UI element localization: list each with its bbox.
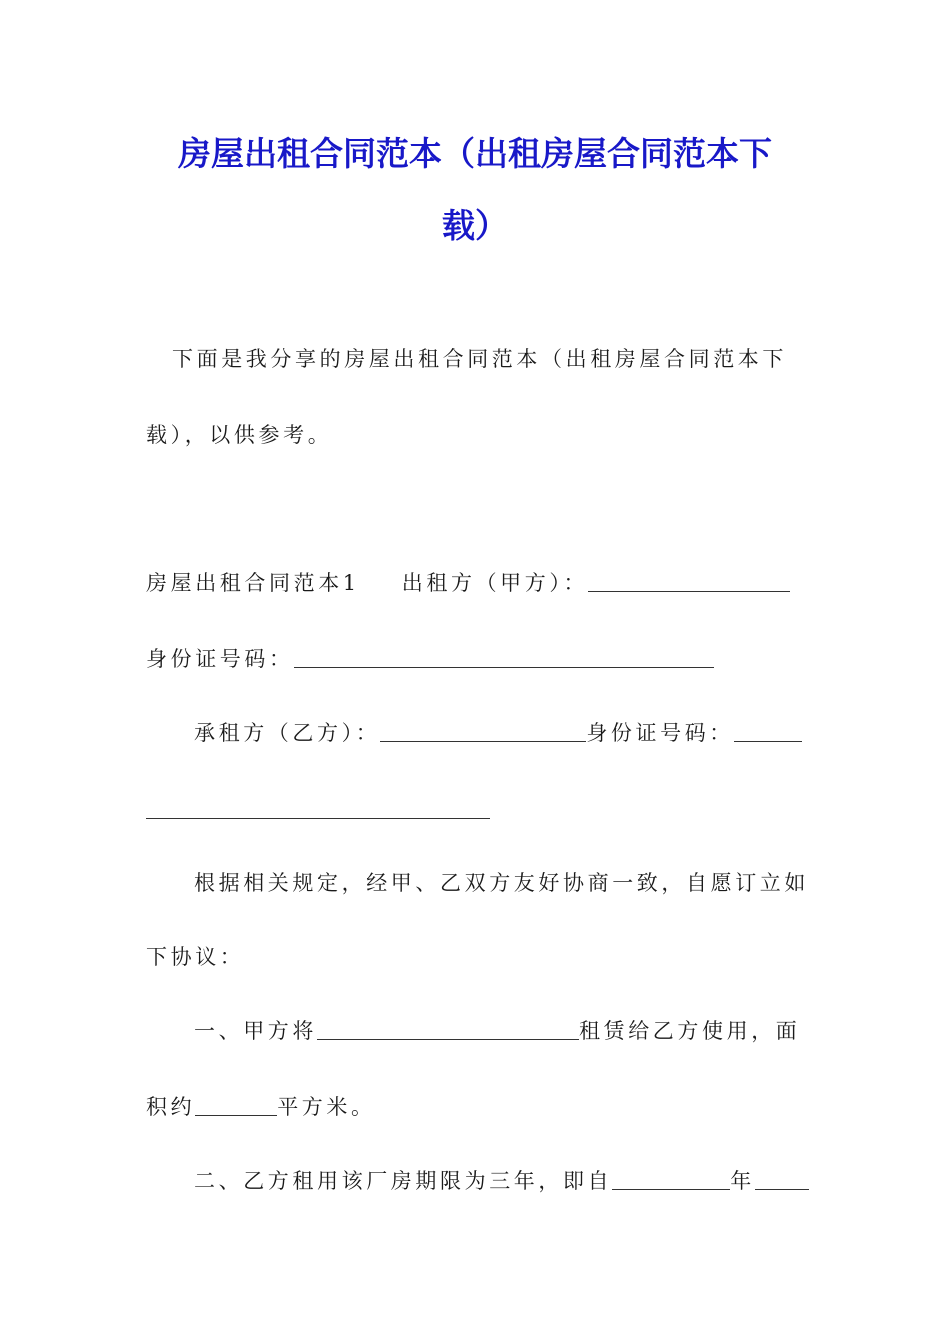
preamble-line1: 根据相关规定，经甲、乙双方友好协商一致，自愿订立如 xyxy=(194,871,809,895)
id-label-1: 身份证号码： xyxy=(146,647,294,671)
contract-heading-line xyxy=(146,568,790,598)
intro-line1: 下面是我分享的房屋出租合同范本（出租房屋合同范本下 xyxy=(172,347,787,371)
document-title-line2: 载） xyxy=(442,206,508,245)
clause1-text-d: 平方米。 xyxy=(277,1095,376,1119)
lessee-blank[interactable] xyxy=(380,721,586,742)
id-blank-2-continued[interactable] xyxy=(146,818,490,819)
clause1-text-a: 一、甲方将 xyxy=(194,1019,317,1043)
start-month-blank[interactable] xyxy=(755,1169,809,1190)
clause1-text-c: 积约 xyxy=(146,1095,196,1119)
clause2-line1 xyxy=(194,1166,809,1196)
start-year-blank[interactable] xyxy=(612,1169,730,1190)
clause1-text-b: 租赁给乙方使用，面 xyxy=(579,1019,801,1043)
clause1-line1 xyxy=(194,1016,800,1046)
lessee-label: 承租方（乙方）： xyxy=(194,721,381,745)
clause1-line2 xyxy=(146,1092,376,1122)
id-blank-1[interactable] xyxy=(294,647,714,668)
id-label-2: 身份证号码： xyxy=(586,721,734,745)
clause2-text-b: 年 xyxy=(730,1169,755,1193)
area-blank[interactable] xyxy=(195,1095,277,1116)
lessor-blank[interactable] xyxy=(588,571,790,592)
intro-line2: 载），以供参考。 xyxy=(146,423,333,447)
lessor-label: 出租方（甲方）： xyxy=(401,571,589,595)
preamble-line2: 下协议： xyxy=(146,945,245,969)
premises-blank[interactable] xyxy=(317,1019,579,1040)
contract-heading: 房屋出租合同范本1 xyxy=(146,571,360,595)
id-blank-2[interactable] xyxy=(734,721,802,742)
clause2-text-a: 二、乙方租用该厂房期限为三年，即自 xyxy=(194,1169,613,1193)
id-number-line-1 xyxy=(146,644,714,674)
lessee-line xyxy=(194,718,802,748)
document-title-line1: 房屋出租合同范本（出租房屋合同范本下 xyxy=(178,134,772,173)
